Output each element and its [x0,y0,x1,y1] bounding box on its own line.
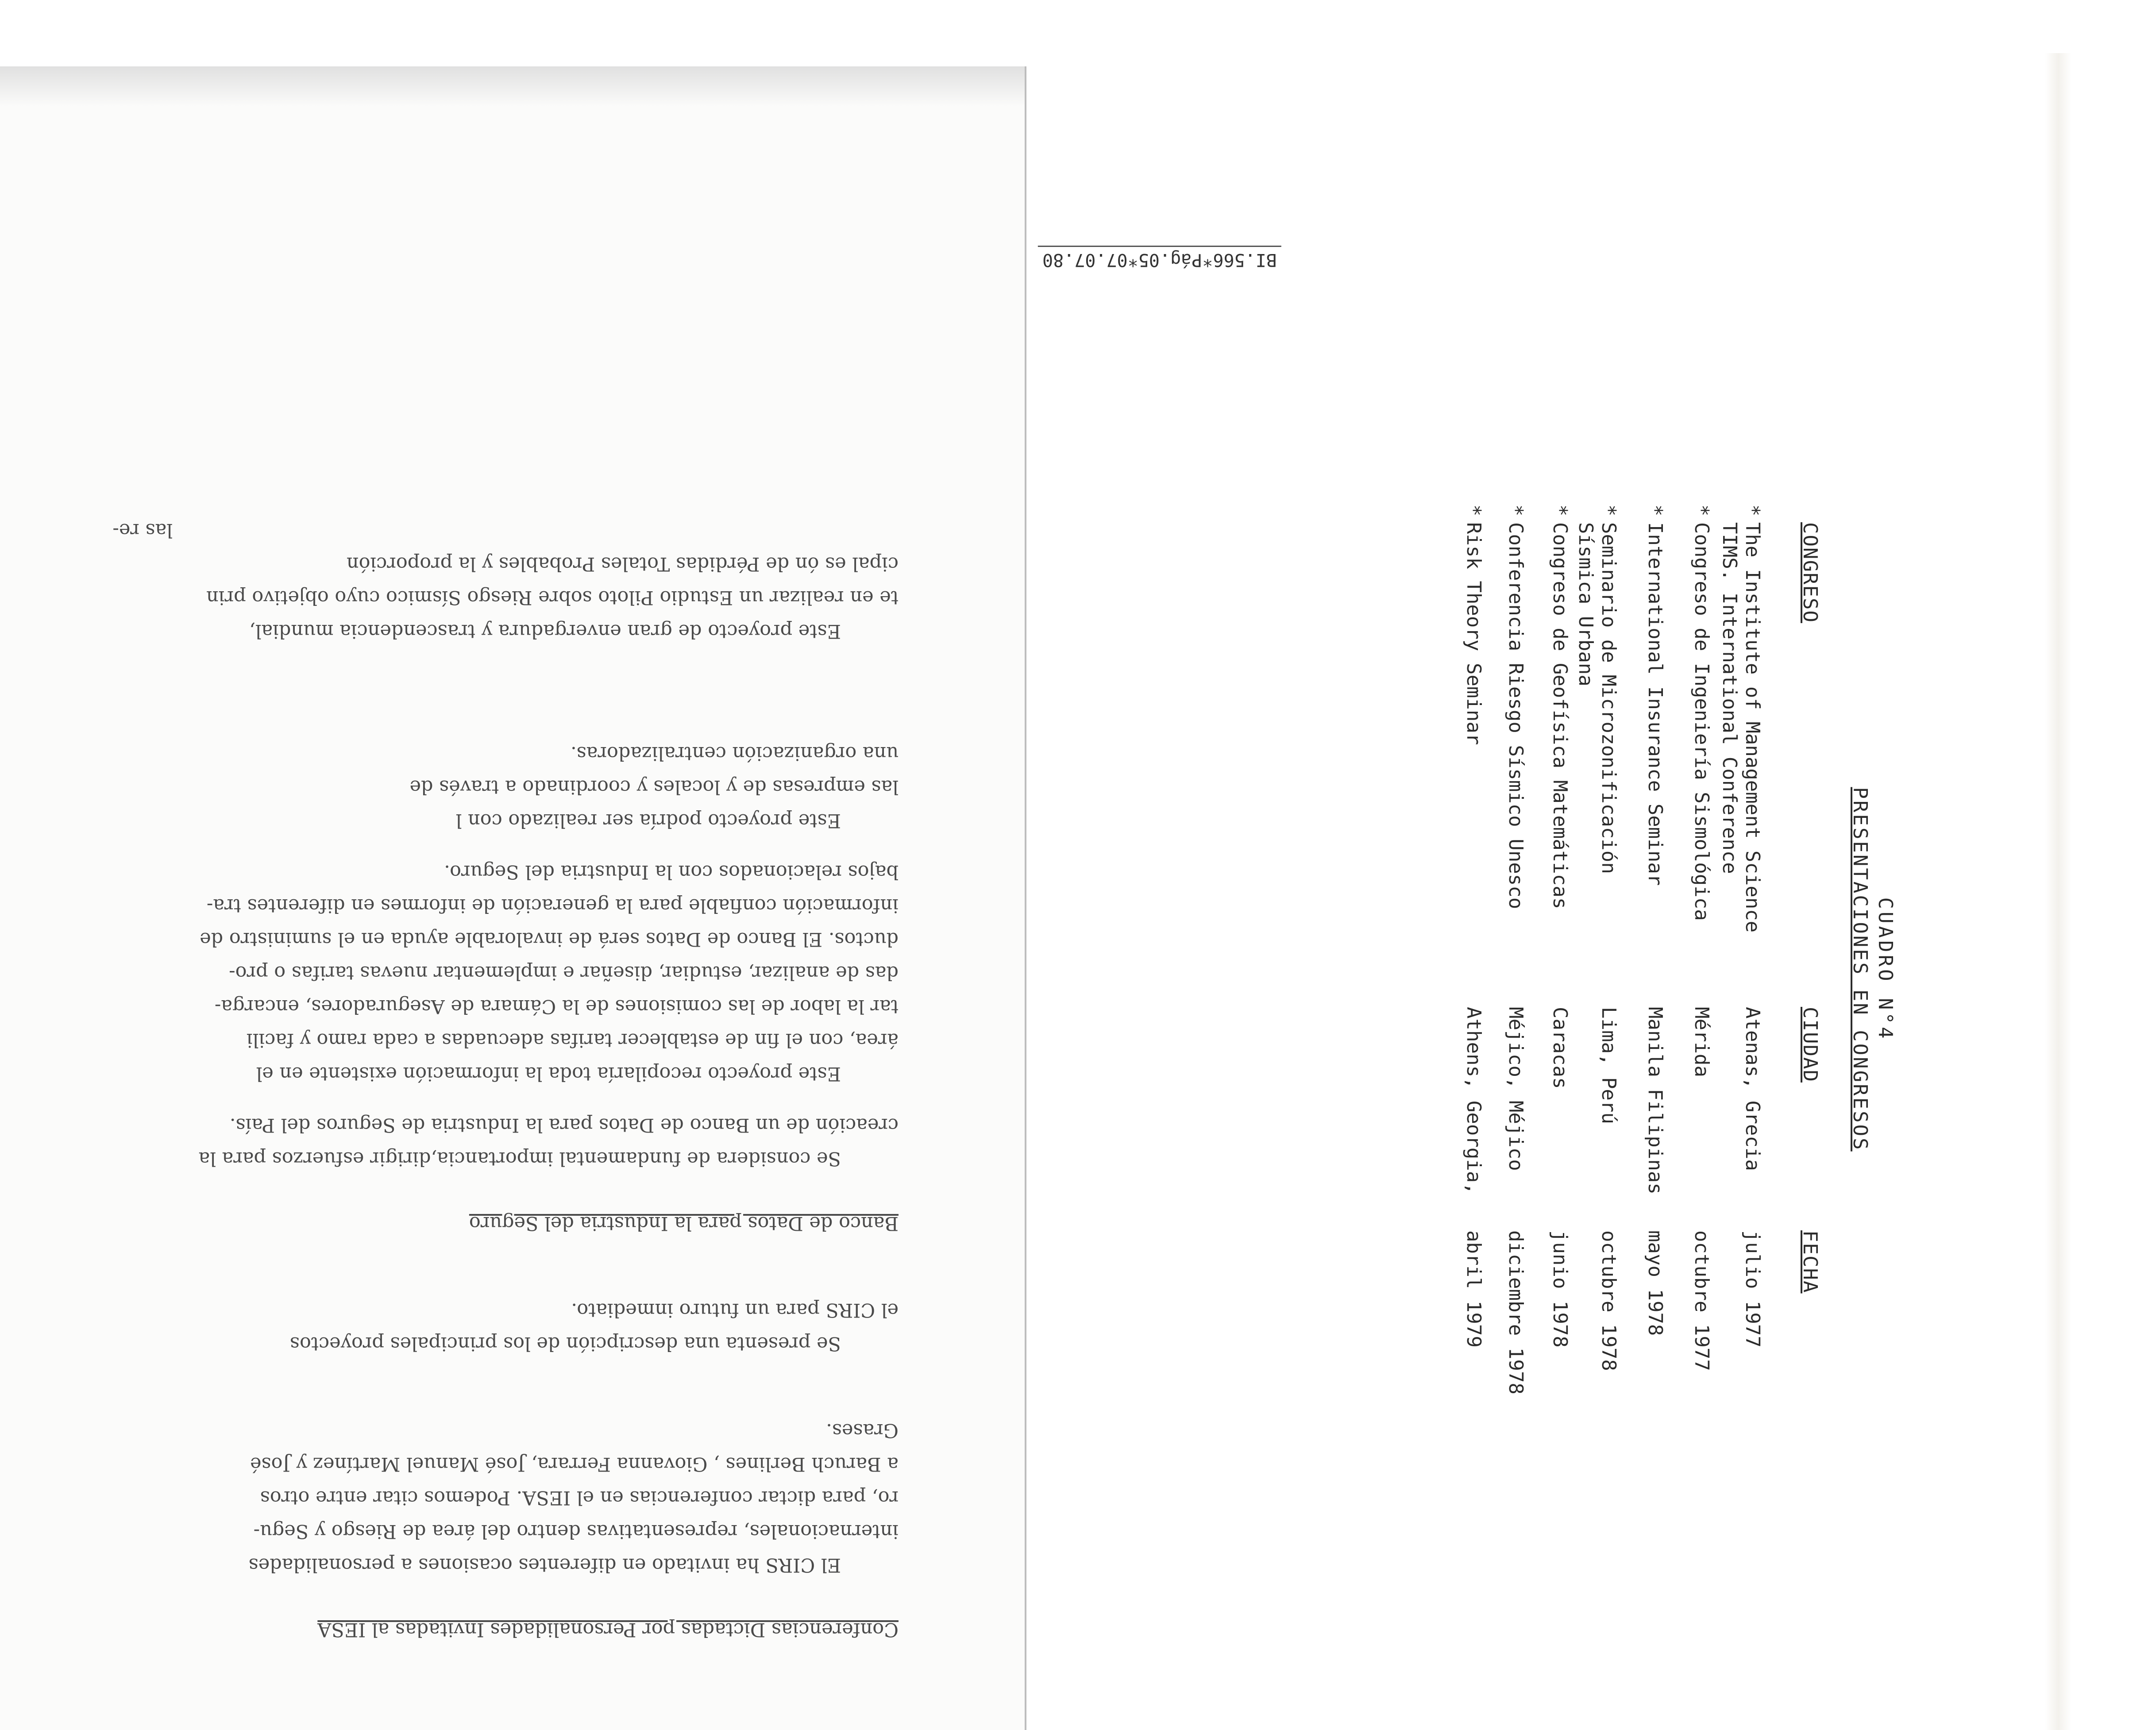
cell-ciudad: Caracas [1549,1007,1571,1089]
heading-banco-datos: Banco de Datos para la Industria del Seguro [469,1212,899,1234]
para6-line: las re- [112,519,173,541]
para1-line: a Baruch Berlines , Giovanna Ferrara, José Manuel Martínez y José [250,1453,899,1475]
cell-ciudad: Méjico, Méjico [1504,1007,1527,1171]
para5-line: Este proyecto podría ser realizado con l [455,809,841,832]
cuadro-table [1334,505,1897,1434]
cell-congreso: Congreso de Ingeniería Sismológica [1690,522,1713,921]
cell-fecha: octubre 1978 [1597,1230,1620,1371]
para5-line: las empresas de y locales y coordinado a través de [409,776,899,798]
cell-congreso: The Institute of Management Science TIMS. International Conference [1718,522,1764,933]
column-header-ciudad: CIUDAD [1799,1007,1821,1083]
para4-line: ductos. El Banco de Datos será de invalorable ayuda en el suministro de [200,928,899,950]
para6-line: cipal es ón de Pérdidas Totales Probables y la proporción [346,553,899,575]
heading-conferencias: Conferencias Dictadas por Personalidades Invitadas al IESA [317,1618,899,1641]
para4-line: información confiable para la generación de informes en diferentes tra- [206,894,899,917]
cell-ciudad: Manila Filipinas [1644,1007,1666,1194]
table-subtitle: PRESENTACIONES EN CONGRESOS [1849,787,1871,1152]
para2-line: Se presenta una descripción de los principales proyectos [289,1333,841,1355]
column-header-congreso: CONGRESO [1799,522,1821,623]
cell-congreso: Conferencia Riesgo Sísmico Unesco [1504,522,1527,909]
cell-fecha: julio 1977 [1741,1230,1764,1348]
cell-ciudad: Lima, Perú [1597,1007,1620,1124]
para1-line: internacionales, representativas dentro del área de Riesgo y Segu- [253,1520,899,1542]
table-title: CUADRO N°4 [1874,897,1897,1041]
cell-fecha: junio 1978 [1549,1230,1571,1348]
para4-line: das de analizar, estudiar, diseñar e implementar nuevas tarifas o pro- [229,962,899,984]
para6-line: te en realizar un Estudio Piloto sobre Riesgo Sísmico cuyo objetivo prin [206,586,899,609]
para5-line: una organización centralizadoras. [571,742,899,764]
para2-line: el CIRS para un futuro inmediato. [571,1299,899,1321]
para3-line: Se considera de fundamental importancia,dirigir esfuerzos para la [198,1148,841,1170]
para4-line: Este proyecto recopilaría toda la información existente en el [256,1063,841,1085]
cell-fecha: mayo 1978 [1644,1230,1666,1336]
cell-fecha: octubre 1977 [1690,1230,1713,1371]
cell-ciudad: Mérida [1690,1007,1713,1077]
reference-code: BI.566*Pág.05*07.07.80 [1038,246,1281,270]
left-page-text [58,119,899,1646]
para4-line: área, con el fin de establecer tarifas adecuadas a cada ramo y facili [246,1029,899,1051]
para1-line: Grases. [826,1419,899,1441]
bullet-star: * [1644,505,1666,516]
para4-line: bajos relacionados con la Industria del Seguro. [444,861,899,883]
para3-line: creación de un Banco de Datos para la Industria de Seguros del País. [229,1114,899,1136]
bullet-star: * [1741,505,1764,516]
bullet-star: * [1549,505,1571,516]
page-edge [2045,53,2071,1730]
cell-ciudad: Atenas, Grecia [1741,1007,1764,1171]
para6-line: Este proyecto de gran envergadura y trascendencia mundial, [249,620,841,642]
table-title-block [1849,505,1897,1434]
bullet-star: * [1597,505,1620,516]
para4-line: tar la labor de las comisiones de la Cámara de Aseguradores, encarga- [214,995,899,1017]
cell-congreso: International Insurance Seminar [1644,522,1666,886]
para1-line: ro, para dictar conferencias en el IESA. Podemos citar entre otros [260,1487,899,1509]
para1-line: El CIRS ha invitado en diferentes ocasiones a personalidades [248,1554,841,1576]
cell-congreso: Seminario de Microzonificación Sísmica Urbana [1574,522,1620,874]
cell-fecha: diciembre 1978 [1504,1230,1527,1395]
column-header-fecha: FECHA [1799,1230,1821,1294]
cell-ciudad: Athens, Georgia, [1462,1007,1485,1194]
cell-congreso: Risk Theory Seminar [1462,522,1485,745]
cell-fecha: abril 1979 [1462,1230,1485,1348]
bullet-star: * [1504,505,1527,516]
bullet-star: * [1690,505,1713,516]
bullet-star: * [1462,505,1485,516]
cell-congreso: Congreso de Geofísica Matemáticas [1549,522,1571,909]
